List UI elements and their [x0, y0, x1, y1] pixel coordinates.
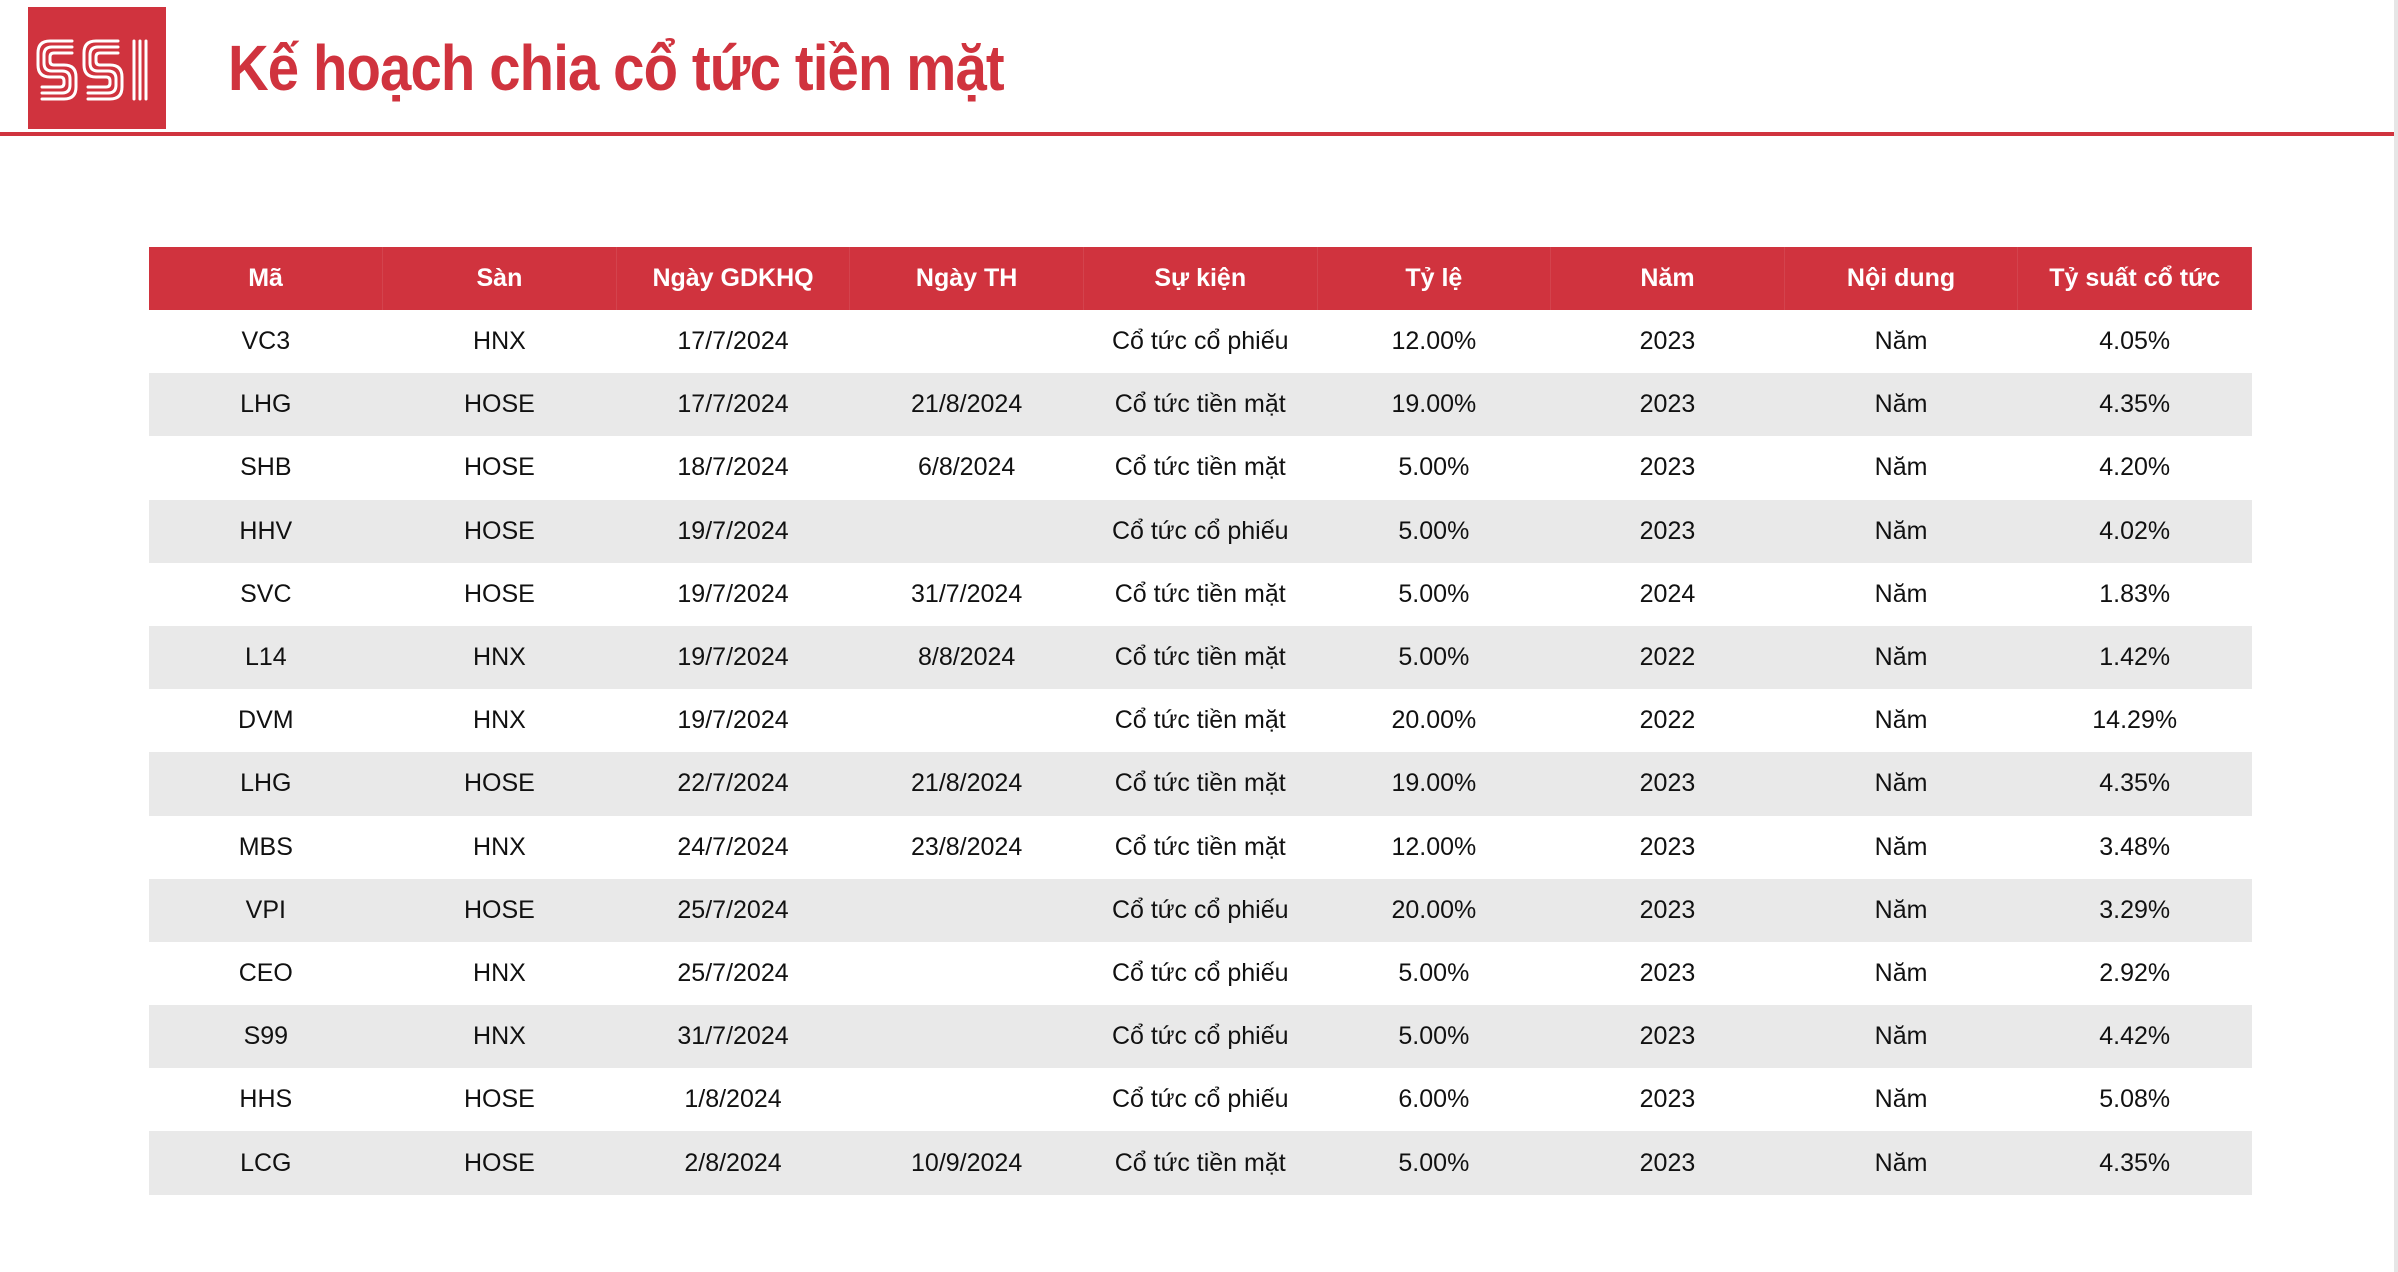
ticker-cell: L14 [149, 626, 383, 689]
dividend-table [149, 247, 2252, 1195]
payment-date-cell [850, 1005, 1084, 1068]
table-row [149, 500, 2252, 563]
ticker-cell: LHG [149, 373, 383, 436]
table-header [149, 247, 2252, 310]
table-row [149, 563, 2252, 626]
event-cell: Cổ tức tiền mặt [1083, 436, 1317, 499]
event-cell: Cổ tức tiền mặt [1083, 752, 1317, 815]
ex-date-cell: 24/7/2024 [616, 816, 850, 879]
ticker-cell: CEO [149, 942, 383, 1005]
table-row [149, 626, 2252, 689]
exchange-cell: HNX [383, 626, 617, 689]
year-cell: 2023 [1551, 879, 1785, 942]
content-cell: Năm [1784, 500, 2018, 563]
event-cell: Cổ tức tiền mặt [1083, 689, 1317, 752]
event-cell: Cổ tức tiền mặt [1083, 1131, 1317, 1194]
dividend-yield-cell: 3.29% [2018, 879, 2252, 942]
ex-date-cell: 17/7/2024 [616, 373, 850, 436]
dividend-yield-cell: 4.20% [2018, 436, 2252, 499]
content-cell: Năm [1784, 626, 2018, 689]
ratio-cell: 6.00% [1317, 1068, 1551, 1131]
content-cell: Năm [1784, 563, 2018, 626]
event-cell: Cổ tức cổ phiếu [1083, 1068, 1317, 1131]
ex-date-cell: 1/8/2024 [616, 1068, 850, 1131]
event-cell: Cổ tức cổ phiếu [1083, 500, 1317, 563]
dividend-yield-cell: 2.92% [2018, 942, 2252, 1005]
content-cell: Năm [1784, 752, 2018, 815]
year-cell: 2023 [1551, 1005, 1785, 1068]
content-cell: Năm [1784, 1005, 2018, 1068]
table-body [149, 310, 2252, 1195]
exchange-cell: HOSE [383, 563, 617, 626]
dividend-yield-cell: 4.42% [2018, 1005, 2252, 1068]
ratio-cell: 12.00% [1317, 310, 1551, 373]
payment-date-cell: 21/8/2024 [850, 752, 1084, 815]
ticker-cell: SHB [149, 436, 383, 499]
event-cell: Cổ tức tiền mặt [1083, 816, 1317, 879]
payment-date-cell [850, 689, 1084, 752]
table-row [149, 310, 2252, 373]
ex-date-cell: 18/7/2024 [616, 436, 850, 499]
exchange-cell: HNX [383, 816, 617, 879]
year-cell: 2023 [1551, 436, 1785, 499]
ex-date-cell: 31/7/2024 [616, 1005, 850, 1068]
ssi-logo-mark [28, 7, 166, 129]
ticker-cell: S99 [149, 1005, 383, 1068]
table-row [149, 373, 2252, 436]
table-row [149, 689, 2252, 752]
event-cell: Cổ tức cổ phiếu [1083, 310, 1317, 373]
ratio-cell: 5.00% [1317, 436, 1551, 499]
table-row [149, 1068, 2252, 1131]
dividend-yield-cell: 4.35% [2018, 752, 2252, 815]
exchange-cell: HOSE [383, 500, 617, 563]
year-cell: 2023 [1551, 1068, 1785, 1131]
exchange-cell: HOSE [383, 752, 617, 815]
dividend-yield-cell: 3.48% [2018, 816, 2252, 879]
slide-edge [2394, 0, 2398, 1272]
payment-date-cell: 31/7/2024 [850, 563, 1084, 626]
ticker-cell: LHG [149, 752, 383, 815]
ex-date-cell: 19/7/2024 [616, 500, 850, 563]
payment-date-cell: 6/8/2024 [850, 436, 1084, 499]
payment-date-cell: 21/8/2024 [850, 373, 1084, 436]
year-cell: 2023 [1551, 752, 1785, 815]
table-row [149, 1131, 2252, 1194]
year-cell: 2022 [1551, 626, 1785, 689]
year-cell: 2024 [1551, 563, 1785, 626]
table-header-row [149, 247, 2252, 310]
col-ratio: Tỷ lệ [1317, 247, 1551, 310]
content-cell: Năm [1784, 942, 2018, 1005]
year-cell: 2022 [1551, 689, 1785, 752]
content-cell: Năm [1784, 879, 2018, 942]
payment-date-cell [850, 942, 1084, 1005]
ticker-cell: DVM [149, 689, 383, 752]
ticker-cell: SVC [149, 563, 383, 626]
ratio-cell: 5.00% [1317, 942, 1551, 1005]
col-ex-date: Ngày GDKHQ [616, 247, 850, 310]
dividend-yield-cell: 14.29% [2018, 689, 2252, 752]
table-row [149, 752, 2252, 815]
content-cell: Năm [1784, 1131, 2018, 1194]
table-row [149, 1005, 2252, 1068]
content-cell: Năm [1784, 1068, 2018, 1131]
dividend-yield-cell: 4.05% [2018, 310, 2252, 373]
ex-date-cell: 19/7/2024 [616, 689, 850, 752]
table-row [149, 816, 2252, 879]
ex-date-cell: 2/8/2024 [616, 1131, 850, 1194]
col-dividend-yield: Tỷ suất cổ tức [2018, 247, 2252, 310]
ratio-cell: 19.00% [1317, 373, 1551, 436]
exchange-cell: HNX [383, 1005, 617, 1068]
ratio-cell: 19.00% [1317, 752, 1551, 815]
ratio-cell: 12.00% [1317, 816, 1551, 879]
dividend-yield-cell: 1.42% [2018, 626, 2252, 689]
col-exchange: Sàn [383, 247, 617, 310]
event-cell: Cổ tức tiền mặt [1083, 373, 1317, 436]
ticker-cell: VC3 [149, 310, 383, 373]
year-cell: 2023 [1551, 500, 1785, 563]
col-content: Nội dung [1784, 247, 2018, 310]
ex-date-cell: 25/7/2024 [616, 879, 850, 942]
exchange-cell: HNX [383, 942, 617, 1005]
exchange-cell: HOSE [383, 1068, 617, 1131]
ticker-cell: HHS [149, 1068, 383, 1131]
payment-date-cell: 10/9/2024 [850, 1131, 1084, 1194]
col-payment-date: Ngày TH [850, 247, 1084, 310]
ex-date-cell: 25/7/2024 [616, 942, 850, 1005]
content-cell: Năm [1784, 310, 2018, 373]
ticker-cell: HHV [149, 500, 383, 563]
payment-date-cell [850, 310, 1084, 373]
year-cell: 2023 [1551, 816, 1785, 879]
exchange-cell: HOSE [383, 436, 617, 499]
ratio-cell: 5.00% [1317, 1005, 1551, 1068]
event-cell: Cổ tức tiền mặt [1083, 626, 1317, 689]
col-event: Sự kiện [1083, 247, 1317, 310]
content-cell: Năm [1784, 373, 2018, 436]
payment-date-cell [850, 500, 1084, 563]
exchange-cell: HOSE [383, 879, 617, 942]
dividend-yield-cell: 4.35% [2018, 373, 2252, 436]
ticker-cell: VPI [149, 879, 383, 942]
content-cell: Năm [1784, 436, 2018, 499]
dividend-yield-cell: 5.08% [2018, 1068, 2252, 1131]
ex-date-cell: 19/7/2024 [616, 626, 850, 689]
table-row [149, 436, 2252, 499]
header-divider [0, 132, 2394, 136]
ticker-cell: MBS [149, 816, 383, 879]
ratio-cell: 20.00% [1317, 689, 1551, 752]
exchange-cell: HOSE [383, 1131, 617, 1194]
col-ticker: Mã [149, 247, 383, 310]
exchange-cell: HOSE [383, 373, 617, 436]
table-row [149, 879, 2252, 942]
ex-date-cell: 17/7/2024 [616, 310, 850, 373]
ratio-cell: 5.00% [1317, 500, 1551, 563]
event-cell: Cổ tức cổ phiếu [1083, 1005, 1317, 1068]
col-year: Năm [1551, 247, 1785, 310]
payment-date-cell [850, 1068, 1084, 1131]
ratio-cell: 20.00% [1317, 879, 1551, 942]
ex-date-cell: 19/7/2024 [616, 563, 850, 626]
payment-date-cell: 8/8/2024 [850, 626, 1084, 689]
payment-date-cell: 23/8/2024 [850, 816, 1084, 879]
dividend-yield-cell: 4.35% [2018, 1131, 2252, 1194]
ratio-cell: 5.00% [1317, 1131, 1551, 1194]
content-cell: Năm [1784, 816, 2018, 879]
ex-date-cell: 22/7/2024 [616, 752, 850, 815]
year-cell: 2023 [1551, 310, 1785, 373]
ssi-logo [28, 7, 166, 129]
event-cell: Cổ tức cổ phiếu [1083, 942, 1317, 1005]
exchange-cell: HNX [383, 310, 617, 373]
year-cell: 2023 [1551, 942, 1785, 1005]
year-cell: 2023 [1551, 373, 1785, 436]
exchange-cell: HNX [383, 689, 617, 752]
ratio-cell: 5.00% [1317, 626, 1551, 689]
page-title: Kế hoạch chia cổ tức tiền mặt [228, 32, 1004, 104]
event-cell: Cổ tức tiền mặt [1083, 563, 1317, 626]
table-row [149, 942, 2252, 1005]
ticker-cell: LCG [149, 1131, 383, 1194]
dividend-yield-cell: 4.02% [2018, 500, 2252, 563]
dividend-yield-cell: 1.83% [2018, 563, 2252, 626]
content-cell: Năm [1784, 689, 2018, 752]
payment-date-cell [850, 879, 1084, 942]
ratio-cell: 5.00% [1317, 563, 1551, 626]
event-cell: Cổ tức cổ phiếu [1083, 879, 1317, 942]
year-cell: 2023 [1551, 1131, 1785, 1194]
